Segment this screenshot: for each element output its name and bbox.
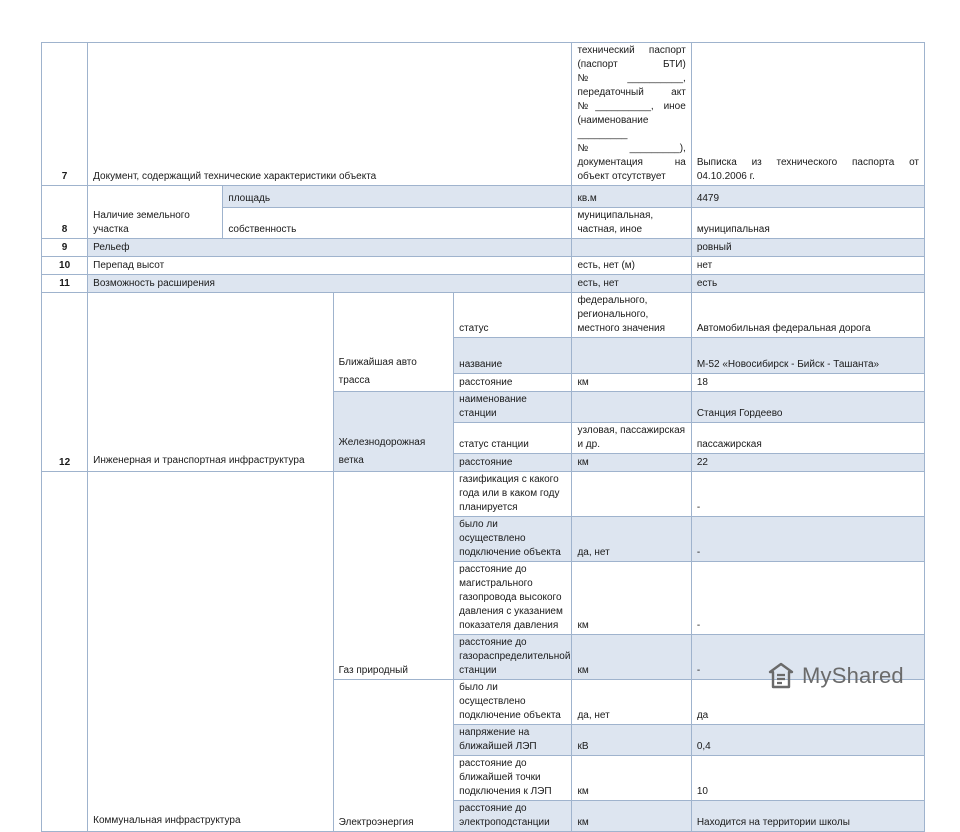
sub-param: расстояние — [454, 374, 572, 392]
row-options — [572, 472, 691, 517]
power-group-label: Электроэнергия — [333, 680, 454, 832]
row-options — [572, 338, 691, 374]
sub-param: расстояние до магистрального газопровода высокого давления с указанием показателя давления — [454, 562, 572, 635]
row-options — [572, 392, 691, 423]
table-row-road-status — [42, 293, 925, 338]
row-number: 11 — [42, 275, 88, 293]
row-value: пассажирская — [691, 423, 924, 454]
gas-group-label: Газ природный — [333, 472, 454, 680]
row-label: Инженерная и транспортная инфраструктура — [88, 293, 334, 472]
rail-group-label: Железнодорожная ветка — [333, 392, 454, 472]
row-options: федерального, регионального, местного значения — [572, 293, 691, 338]
row-options: есть, нет (м) — [572, 257, 691, 275]
row-value: 22 — [691, 454, 924, 472]
row-options: км — [572, 756, 691, 801]
table-row-11 — [42, 275, 925, 293]
infrastructure-table — [41, 42, 925, 832]
sub-param: напряжение на ближайшей ЛЭП — [454, 725, 572, 756]
row-label: Рельеф — [88, 239, 572, 257]
row-value: ровный — [691, 239, 924, 257]
row-options: км — [572, 374, 691, 392]
sub-param: расстояние до газораспределительной станции — [454, 635, 572, 680]
table-row-10 — [42, 257, 925, 275]
row-label: Перепад высот — [88, 257, 572, 275]
sub-param: расстояние до ближайшей точки подключения к ЛЭП — [454, 756, 572, 801]
row-value: есть — [691, 275, 924, 293]
row-number: 12 — [42, 293, 88, 472]
row-number: 10 — [42, 257, 88, 275]
sub-param: было ли осуществлено подключение объекта — [454, 517, 572, 562]
sub-param: газификация с какого года или в каком году планируется — [454, 472, 572, 517]
sub-param: статус — [454, 293, 572, 338]
row-number-empty — [42, 472, 88, 832]
sub-param: расстояние — [454, 454, 572, 472]
row-options: да, нет — [572, 680, 691, 725]
row-value: Автомобильная федеральная дорога — [691, 293, 924, 338]
row-options: муниципальная, частная, иное — [572, 208, 691, 239]
row-value: 10 — [691, 756, 924, 801]
row-value: Станция Гордеево — [691, 392, 924, 423]
row-value: - — [691, 517, 924, 562]
sub-param: было ли осуществлено подключение объекта — [454, 680, 572, 725]
watermark-text: MyShared — [802, 663, 904, 688]
row-options: кв.м — [572, 186, 691, 208]
land-label: Наличие земельного участка — [93, 210, 190, 235]
row-value: - — [691, 635, 924, 680]
myshared-watermark — [766, 654, 934, 698]
row-options: км — [572, 454, 691, 472]
myshared-logo-icon — [766, 661, 796, 691]
row-value: да — [691, 680, 924, 725]
row-options — [572, 239, 691, 257]
row-options: технический паспорт (паспорт БТИ) №__________, передаточный акт №__________, иное (наименование _________ №_________), документация на объект отсутствует — [572, 43, 691, 186]
row-options: да, нет — [572, 517, 691, 562]
row-value: 0,4 — [691, 725, 924, 756]
table-row-gas-year — [42, 472, 925, 517]
row-value: - — [691, 562, 924, 635]
sub-param: площадь — [223, 186, 572, 208]
row-options: узловая, пассажирская и др. — [572, 423, 691, 454]
row-label — [88, 186, 223, 239]
row-options: есть, нет — [572, 275, 691, 293]
row-value: - — [691, 472, 924, 517]
row-options: км — [572, 635, 691, 680]
row-options: кВ — [572, 725, 691, 756]
sub-param: расстояние до электроподстанции — [454, 801, 572, 832]
row-value: муниципальная — [691, 208, 924, 239]
table-row-8a — [42, 186, 925, 208]
row-label: Возможность расширения — [88, 275, 572, 293]
table-row-7 — [42, 43, 925, 186]
road-group-label: Ближайшая авто трасса — [333, 293, 454, 392]
row-value: 4479 — [691, 186, 924, 208]
sub-param: статус станции — [454, 423, 572, 454]
row-options: км — [572, 801, 691, 832]
row-value: 18 — [691, 374, 924, 392]
sub-param: название — [454, 338, 572, 374]
row-number: 9 — [42, 239, 88, 257]
sub-param: наименование станции — [454, 392, 572, 423]
row-number: 7 — [42, 43, 88, 186]
sub-param: собственность — [223, 208, 572, 239]
row-value: нет — [691, 257, 924, 275]
row-label: Документ, содержащий технические характеристики объекта — [88, 43, 572, 186]
row-value: Выписка из технического паспорта от 04.10.2006 г. — [691, 43, 924, 186]
row-value: М-52 «Новосибирск - Бийск - Ташанта» — [691, 338, 924, 374]
row-label: Коммунальная инфраструктура — [88, 472, 334, 832]
row-options: км — [572, 562, 691, 635]
table-row-9 — [42, 239, 925, 257]
row-number: 8 — [42, 186, 88, 239]
row-value: Находится на территории школы — [691, 801, 924, 832]
